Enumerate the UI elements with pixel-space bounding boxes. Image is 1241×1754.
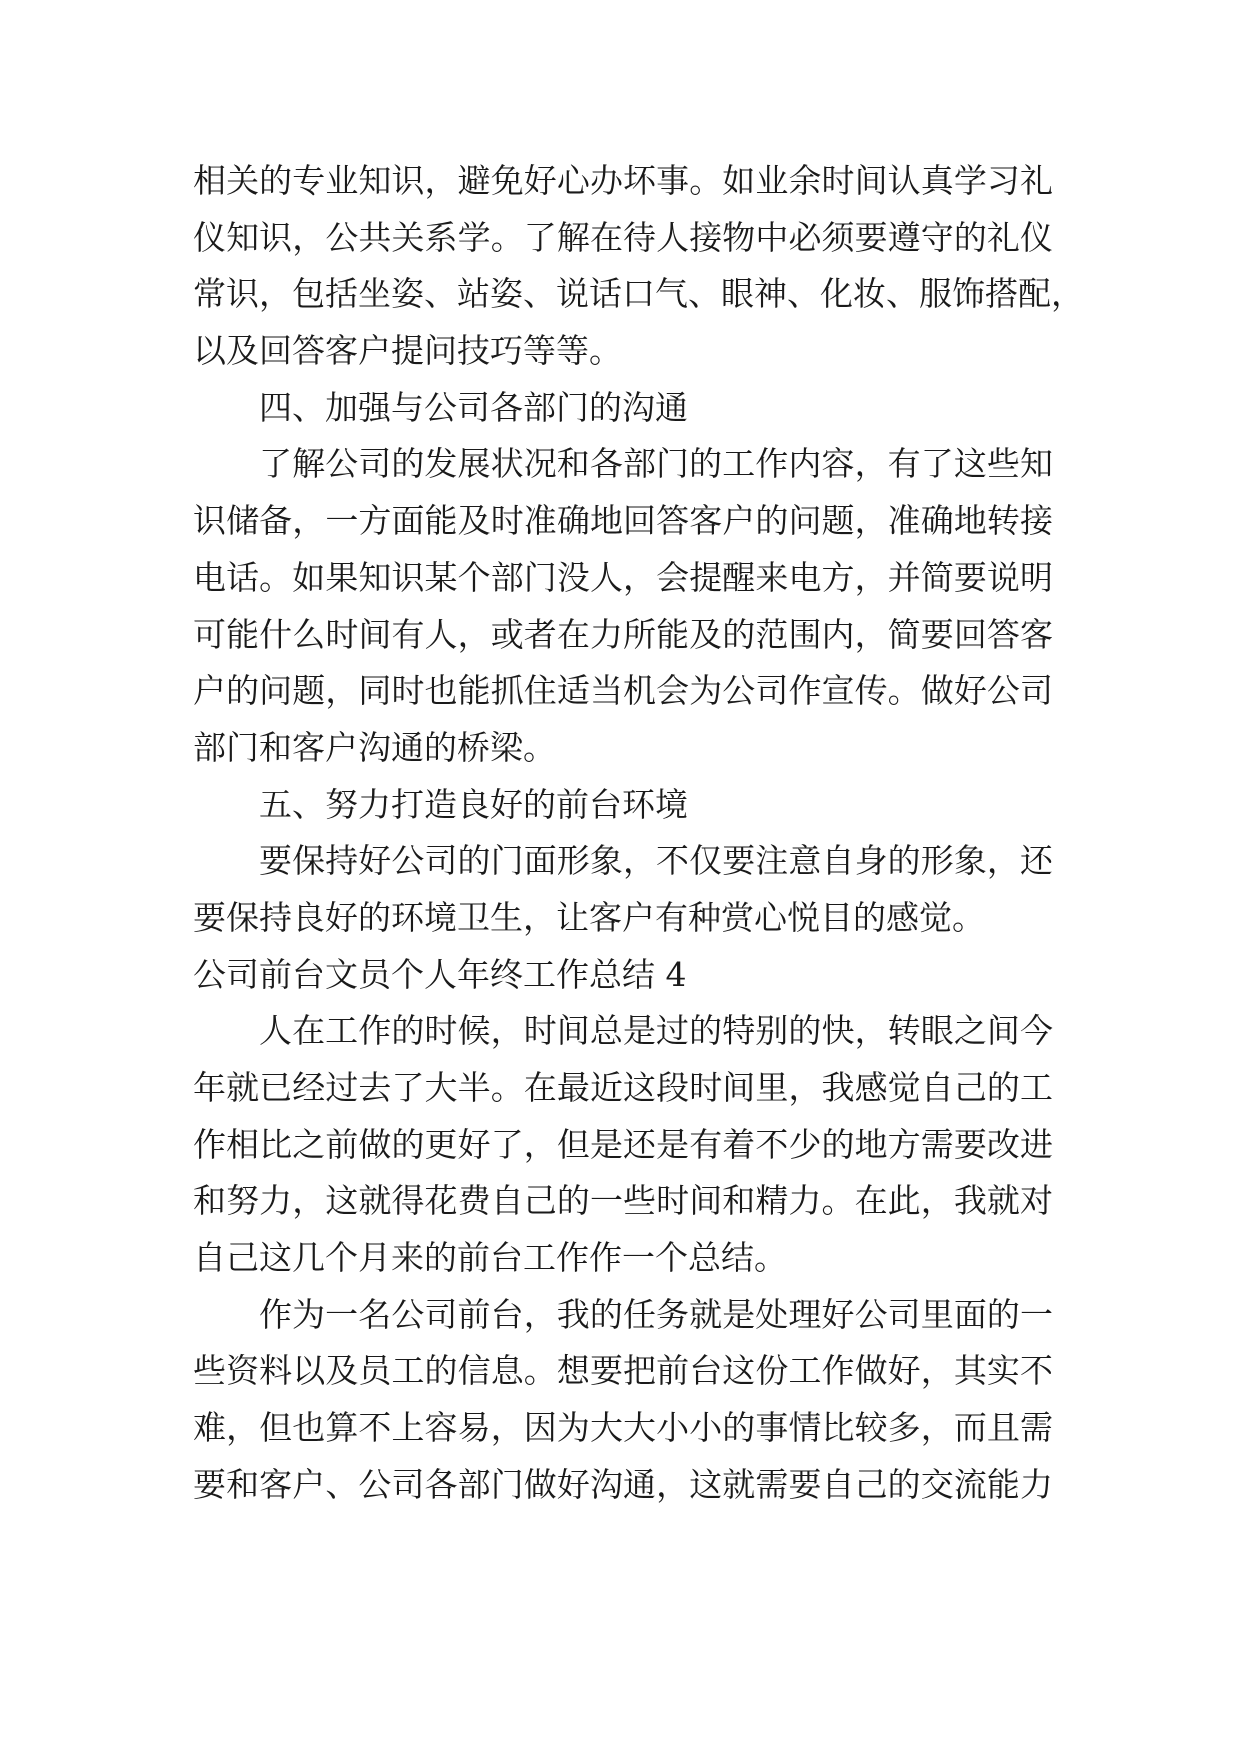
document-body [193, 153, 1084, 1514]
body-line: 些资料以及员工的信息。想要把前台这份工作做好，其实不 [193, 1351, 1053, 1391]
section-heading: 五、努力打造良好的前台环境 [259, 784, 688, 824]
body-line: 识储备，一方面能及时准确地回答客户的问题，准确地转接 [193, 501, 1053, 541]
body-line: 和努力，这就得花费自己的一些时间和精力。在此，我就对 [193, 1181, 1053, 1221]
body-line: 电话。如果知识某个部门没人，会提醒来电方，并简要说明 [193, 557, 1053, 597]
body-line: 年就已经过去了大半。在最近这段时间里，我感觉自己的工 [193, 1068, 1053, 1107]
body-line: 部门和客户沟通的桥梁。 [193, 727, 556, 767]
body-line: 仪知识，公共关系学。了解在待人接物中必须要遵守的礼仪 [193, 217, 1053, 257]
body-line: 作相比之前做的更好了，但是还是有着不少的地方需要改进 [193, 1124, 1053, 1164]
body-line: 可能什么时间有人，或者在力所能及的范围内，简要回答客 [193, 614, 1053, 654]
body-line: 人在工作的时候，时间总是过的特别的快，转眼之间今 [259, 1011, 1053, 1051]
section-heading: 四、加强与公司各部门的沟通 [259, 387, 688, 427]
body-line: 以及回答客户提问技巧等等。 [193, 331, 622, 371]
body-line: 作为一名公司前台，我的任务就是处理好公司里面的一 [259, 1294, 1053, 1334]
body-line: 难，但也算不上容易，因为大大小小的事情比较多，而且需 [193, 1408, 1053, 1448]
body-line: 要保持好公司的门面形象，不仅要注意自身的形象，还 [259, 841, 1053, 881]
body-line: 了解公司的发展状况和各部门的工作内容，有了这些知 [259, 444, 1053, 484]
body-line: 要和客户、公司各部门做好沟通，这就需要自己的交流能力 [193, 1464, 1053, 1504]
body-line: 户的问题，同时也能抓住适当机会为公司作宣传。做好公司 [193, 671, 1053, 711]
body-line: 要保持良好的环境卫生，让客户有种赏心悦目的感觉。 [193, 897, 985, 937]
article-title: 公司前台文员个人年终工作总结 4 [193, 954, 687, 994]
body-line: 自己这几个月来的前台工作作一个总结。 [193, 1238, 787, 1278]
body-line: 相关的专业知识，避免好心办坏事。如业余时间认真学习礼 [193, 161, 1053, 200]
body-line: 常识，包括坐姿、站姿、说话口气、眼神、化妆、服饰搭配， [193, 274, 1084, 314]
